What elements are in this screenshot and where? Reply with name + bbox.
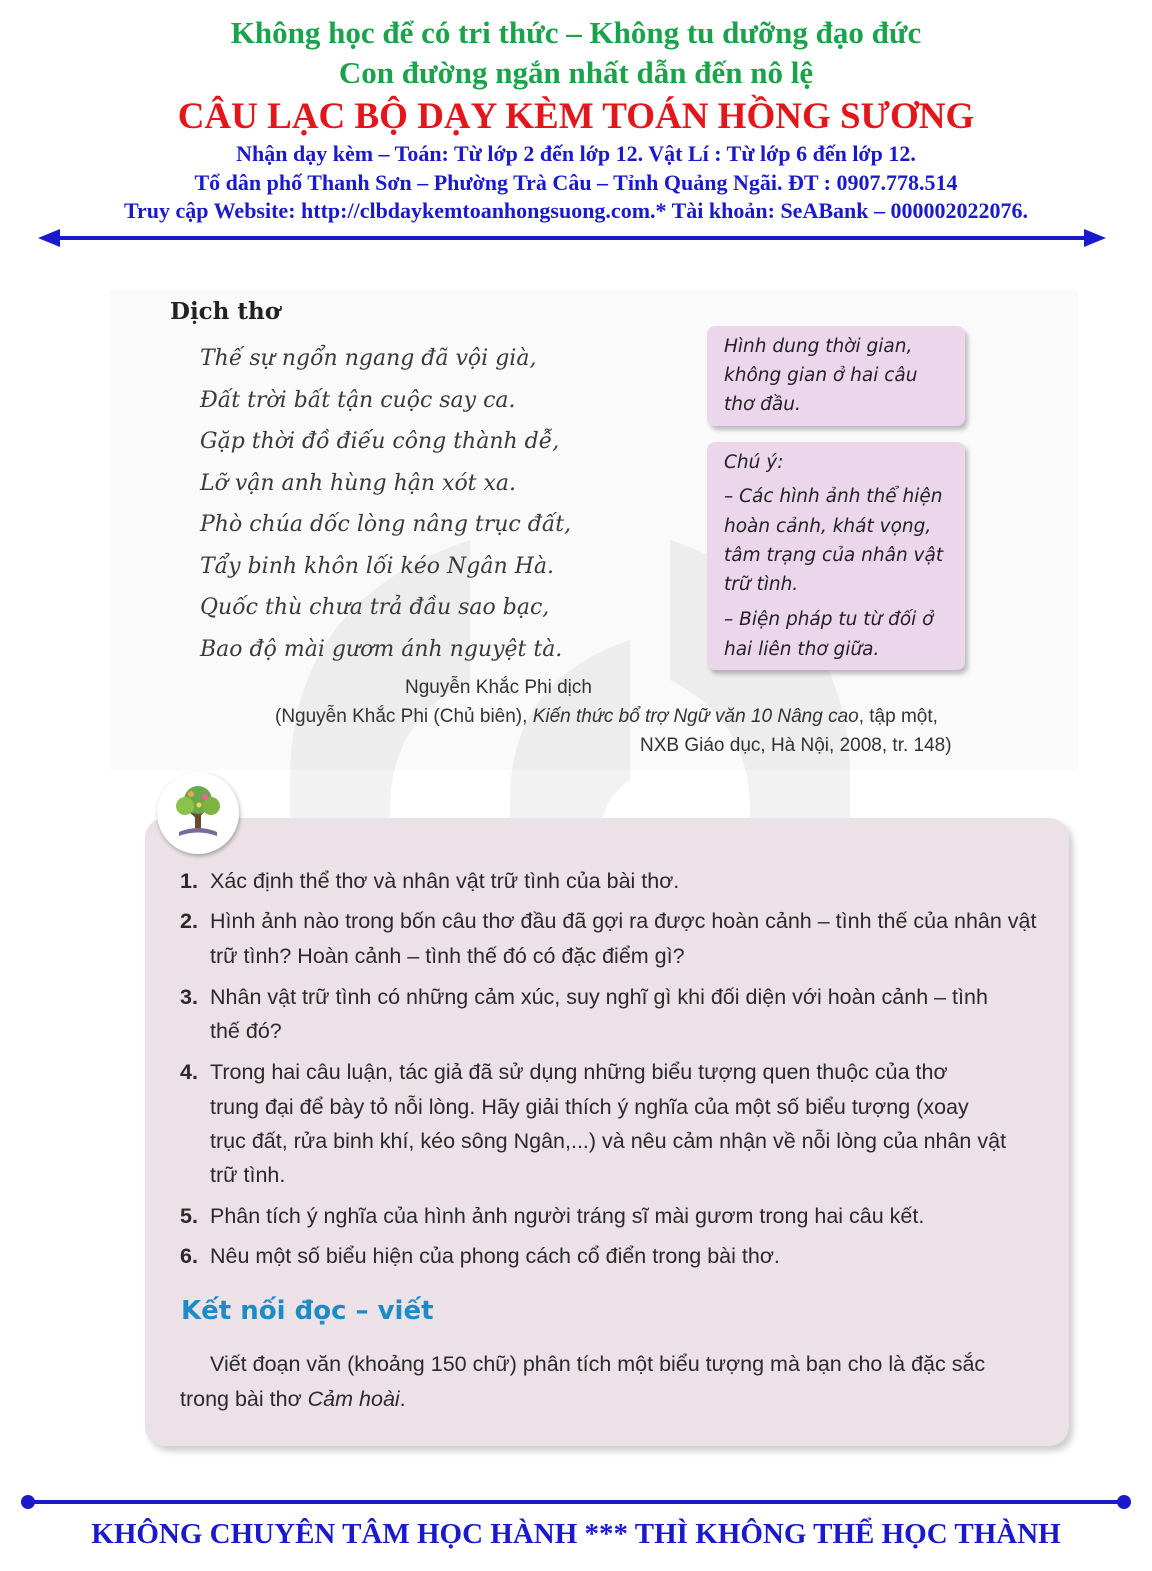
question-number: 4. — [180, 1060, 198, 1084]
source-citation — [275, 706, 938, 728]
note-line: trữ tình. — [724, 574, 799, 595]
question-1 — [180, 869, 680, 894]
note-line: hoàn cảnh, khát vọng, — [724, 516, 932, 537]
connect-task-line-1 — [210, 1352, 985, 1377]
tree-book-logo — [157, 772, 239, 854]
note-line: – Biện pháp tu từ đối ở — [724, 609, 934, 630]
teaching-info: Nhận dạy kèm – Toán: Từ lớp 2 đến lớp 12. Vật Lí : Từ lớp 6 đến lớp 12. — [236, 141, 916, 166]
translator-credit: Nguyễn Khắc Phi dịch — [405, 677, 592, 698]
note-line: Chú ý: — [724, 452, 784, 473]
poem-line: Lỡ vận anh hùng hận xót xa. — [200, 470, 517, 496]
question-text: trục đất, rửa binh khí, kéo sông Ngân,...) và nêu cảm nhận về nỗi lòng của nhân vật — [210, 1129, 1007, 1153]
question-6 — [180, 1244, 780, 1269]
question-text: Phân tích ý nghĩa của hình ảnh người tráng sĩ mài gươm trong hai câu kết. — [210, 1204, 925, 1228]
address-info: Tổ dân phố Thanh Sơn – Phường Trà Câu – Tỉnh Quảng Ngãi. ĐT : 0907.778.514 — [194, 170, 958, 195]
source-part: (Nguyễn Khắc Phi (Chủ biên), — [275, 706, 533, 727]
footer-divider — [0, 1490, 1152, 1514]
poem-title-ref: Cảm hoài — [307, 1387, 400, 1411]
question-text: Nêu một số biểu hiện của phong cách cổ điển trong bài thơ. — [210, 1244, 780, 1268]
poem-line: Quốc thù chưa trả đầu sao bạc, — [200, 595, 550, 620]
side-note-imagine — [707, 326, 965, 426]
source-part: , tập một, — [858, 706, 938, 727]
club-title: CÂU LẠC BỘ DẠY KÈM TOÁN HỒNG SƯƠNG — [177, 96, 975, 137]
side-note-attention — [707, 442, 965, 670]
question-text: trung đại để bày tỏ nỗi lòng. Hãy giải thích ý nghĩa của một số biểu tượng (xoay — [210, 1095, 969, 1119]
question-number: 5. — [180, 1204, 198, 1228]
question-text: trữ tình? Hoàn cảnh – tình thế đó có đặc điểm gì? — [210, 944, 685, 968]
question-text: Trong hai câu luận, tác giả đã sử dụng những biểu tượng quen thuộc của thơ — [210, 1060, 948, 1084]
note-line: – Các hình ảnh thể hiện — [724, 486, 943, 507]
connect-text: Viết đoạn văn (khoảng 150 chữ) phân tích một biểu tượng mà bạn cho là đặc sắc — [210, 1352, 986, 1376]
question-number: 2. — [180, 909, 198, 933]
question-number: 1. — [180, 869, 198, 893]
poem-translation — [200, 338, 571, 670]
poem-line: Tẩy binh khôn lối kéo Ngân Hà. — [200, 553, 554, 579]
connect-heading: Kết nối đọc – viết — [181, 1296, 434, 1326]
website-info: Truy cập Website: http://clbdaykemtoanhongsuong.com.* Tài khoản: SeABank – 000002022076. — [124, 198, 1028, 223]
poem-line: Gặp thời đồ điếu công thành dễ, — [200, 429, 560, 454]
question-text: trữ tình. — [210, 1163, 286, 1187]
question-text: Hình ảnh nào trong bốn câu thơ đầu đã gợi ra được hoàn cảnh – tình thế của nhân vật — [210, 909, 1037, 933]
question-number: 6. — [180, 1244, 198, 1268]
note-line: không gian ở hai câu — [724, 365, 918, 386]
note-line: tâm trạng của nhân vật — [724, 545, 944, 566]
double-arrow-divider — [0, 226, 1152, 250]
poem-line: Đất trời bất tận cuộc say ca. — [200, 387, 516, 413]
question-3 — [180, 985, 988, 1010]
question-2 — [180, 909, 1037, 934]
poem-line: Thế sự ngổn ngang đã vội già, — [200, 346, 537, 371]
question-text: thế đó? — [210, 1019, 282, 1043]
source-book-title: Kiến thức bổ trợ Ngữ văn 10 Nâng cao — [532, 706, 859, 727]
source-publisher: NXB Giáo dục, Hà Nội, 2008, tr. 148) — [640, 735, 952, 756]
note-line: Hình dung thời gian, — [724, 336, 913, 357]
motto-line-1: Không học để có tri thức – Không tu dưỡng đạo đức — [230, 15, 922, 50]
question-5 — [180, 1204, 925, 1229]
poem-line: Phò chúa dốc lòng nâng trục đất, — [200, 512, 572, 537]
note-line: hai liên thơ giữa. — [724, 639, 880, 660]
footer-slogan: KHÔNG CHUYÊN TÂM HỌC HÀNH *** THÌ KHÔNG THỂ HỌC THÀNH — [91, 1518, 1061, 1550]
question-text: Nhân vật trữ tình có những cảm xúc, suy nghĩ gì khi đối diện với hoàn cảnh – tình — [210, 985, 988, 1009]
question-4 — [180, 1060, 948, 1085]
note-line: thơ đầu. — [724, 394, 801, 415]
poem-line: Bao độ mài gươm ánh nguyệt tà. — [200, 636, 563, 662]
tree-icon — [157, 772, 239, 854]
connect-text: trong bài thơ — [180, 1387, 308, 1411]
motto-line-2: Con đường ngắn nhất dẫn đến nô lệ — [338, 55, 814, 90]
poem-translation-title: Dịch thơ — [170, 298, 281, 325]
connect-text: . — [399, 1387, 406, 1411]
question-number: 3. — [180, 985, 198, 1009]
question-text: Xác định thể thơ và nhân vật trữ tình của bài thơ. — [210, 869, 680, 893]
connect-task-line-2 — [180, 1387, 406, 1412]
